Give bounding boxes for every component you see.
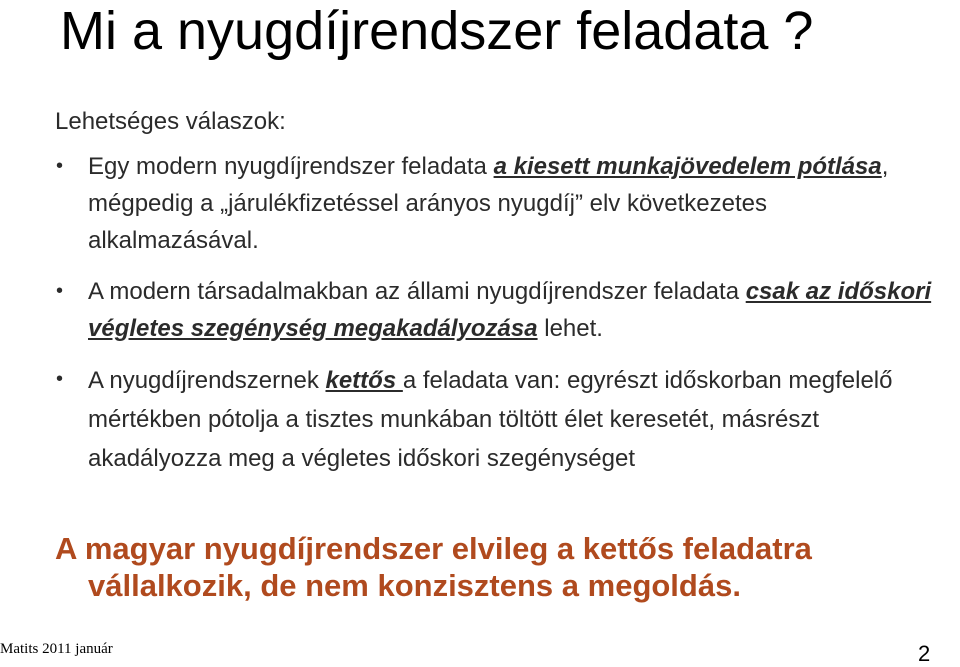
bullet-2-emphasis: csak az időskori végletes szegénység megakadályozása <box>88 278 932 342</box>
bullet-3-text-end: a feladata van: egyrészt időskorban megfelelő mértékben pótolja a tisztes munkában töltött élet keresetét, másrészt akadályozza meg a végletes időskori szegénységet <box>88 367 893 472</box>
bullet-list <box>55 148 935 492</box>
bullet-3-emphasis: kettős <box>325 367 403 394</box>
bullet-1-text: Egy modern nyugdíjrendszer feladata <box>88 153 494 180</box>
bullet-icon: • <box>56 368 64 390</box>
conclusion-line-2: vállalkozik, de nem konzisztens a megoldás. <box>88 568 741 603</box>
footer-author-date: Matits 2011 január <box>0 641 113 657</box>
bullet-2-text-end: lehet. <box>537 315 603 342</box>
bullet-icon: • <box>56 155 64 177</box>
bullet-2-text: A modern társadalmakban az állami nyugdíjrendszer feladata <box>88 278 746 305</box>
bullet-item-3 <box>55 361 935 478</box>
slide-title: Mi a nyugdíjrendszer feladata ? <box>60 1 814 61</box>
intro-text: Lehetséges válaszok: <box>55 108 286 135</box>
conclusion-text <box>55 530 945 604</box>
conclusion-line-1: A magyar nyugdíjrendszer elvileg a kettős feladatra <box>55 531 812 566</box>
bullet-item-2 <box>55 273 935 347</box>
bullet-icon: • <box>56 280 64 302</box>
page-number: 2 <box>918 641 931 666</box>
bullet-item-1 <box>55 148 935 259</box>
bullet-1-text-end: , mégpedig a „járulékfizetéssel arányos nyugdíj” elv következetes alkalmazásával. <box>88 153 889 254</box>
bullet-3-text: A nyugdíjrendszernek <box>88 367 326 394</box>
bullet-1-emphasis: a kiesett munkajövedelem pótlása <box>493 153 882 180</box>
